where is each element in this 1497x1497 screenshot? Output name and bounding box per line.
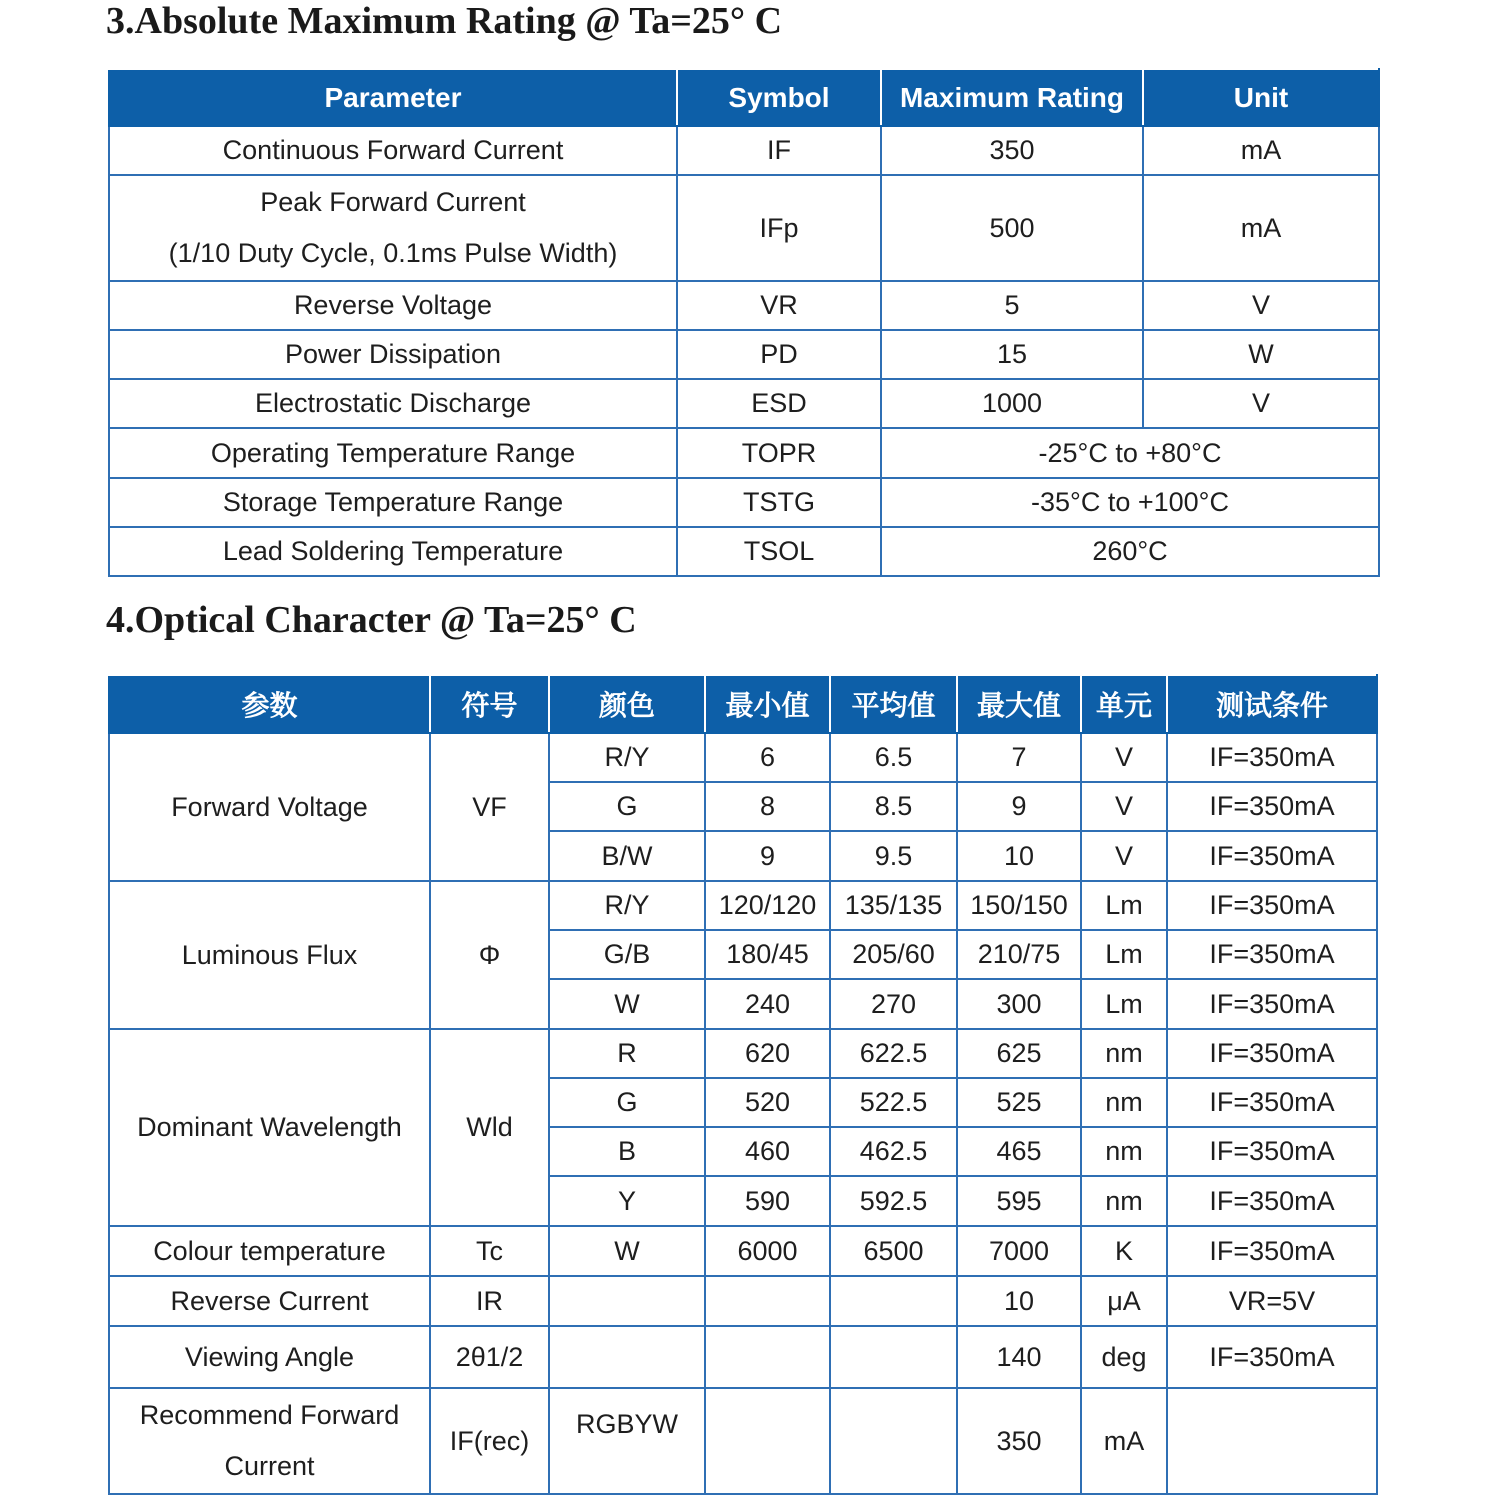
cell-min: 6000 [705,1226,830,1276]
cell-min: 9 [705,831,830,881]
cell-avg: 6.5 [830,733,957,782]
table-row [109,1029,1377,1078]
table-row [109,281,1379,330]
cell-condition: IF=350mA [1167,1326,1377,1388]
cell-rating: -25°C to +80°C [881,428,1379,478]
cell-max: 350 [957,1388,1081,1494]
cell-parameter: Dominant Wavelength [109,1029,430,1226]
cell-max: 210/75 [957,930,1081,979]
table-row [109,126,1379,175]
cell-max: 9 [957,782,1081,831]
parameter-line: (1/10 Duty Cycle, 0.1ms Pulse Width) [168,238,618,268]
cell-parameter [109,175,677,281]
cell-avg [830,1326,957,1388]
cell-color: G/B [549,930,705,979]
table-row [109,330,1379,379]
cell-condition: IF=350mA [1167,979,1377,1029]
cell-rating: -35°C to +100°C [881,478,1379,527]
cell-max: 595 [957,1176,1081,1226]
cell-min: 8 [705,782,830,831]
cell-condition: IF=350mA [1167,831,1377,881]
cell-symbol: IF [677,126,881,175]
cell-max: 140 [957,1326,1081,1388]
cell-unit: Lm [1081,930,1167,979]
cell-color: R [549,1029,705,1078]
cell-condition: IF=350mA [1167,1226,1377,1276]
cell-unit: mA [1081,1388,1167,1494]
cell-parameter: Forward Voltage [109,733,430,881]
cell-parameter: Viewing Angle [109,1326,430,1388]
cell-symbol: IR [430,1276,549,1326]
cell-min [705,1276,830,1326]
table-row [109,1326,1377,1388]
cell-avg: 592.5 [830,1176,957,1226]
table-row [109,478,1379,527]
cell-parameter: Continuous Forward Current [109,126,677,175]
cell-parameter: Storage Temperature Range [109,478,677,527]
cell-min: 240 [705,979,830,1029]
cell-unit: nm [1081,1029,1167,1078]
cell-avg: 8.5 [830,782,957,831]
section-title-absolute-max: 3.Absolute Maximum Rating @ Ta=25° C [106,0,783,42]
cell-symbol: TOPR [677,428,881,478]
cell-avg: 9.5 [830,831,957,881]
cell-symbol: IF(rec) [430,1388,549,1494]
table-row [109,733,1377,782]
cell-avg: 622.5 [830,1029,957,1078]
cell-unit: nm [1081,1127,1167,1176]
cell-min: 120/120 [705,881,830,930]
cell-symbol: 2θ1/2 [430,1326,549,1388]
cell-symbol: Wld [430,1029,549,1226]
cell-symbol: ESD [677,379,881,428]
cell-unit: V [1143,281,1379,330]
cell-avg [830,1276,957,1326]
cell-symbol: IFp [677,175,881,281]
table-row [109,428,1379,478]
cell-parameter: Colour temperature [109,1226,430,1276]
cell-symbol: Tc [430,1226,549,1276]
cell-color: R/Y [549,881,705,930]
cell-avg: 205/60 [830,930,957,979]
cell-symbol: TSOL [677,527,881,576]
header-unit: Unit [1143,69,1379,126]
cell-color: B/W [549,831,705,881]
cell-min: 460 [705,1127,830,1176]
cell-avg: 135/135 [830,881,957,930]
header-avg: 平均值 [830,675,957,733]
cell-unit: nm [1081,1176,1167,1226]
cell-unit: W [1143,330,1379,379]
cell-min [705,1326,830,1388]
header-max: 最大值 [957,675,1081,733]
header-unit: 单元 [1081,675,1167,733]
cell-min: 620 [705,1029,830,1078]
section-title-optical: 4.Optical Character @ Ta=25° C [106,599,637,641]
cell-rating: 1000 [881,379,1143,428]
header-symbol: Symbol [677,69,881,126]
cell-unit: Lm [1081,979,1167,1029]
cell-min: 520 [705,1078,830,1127]
cell-condition: IF=350mA [1167,733,1377,782]
cell-unit: V [1081,782,1167,831]
cell-avg: 522.5 [830,1078,957,1127]
cell-rating: 15 [881,330,1143,379]
cell-unit: μA [1081,1276,1167,1326]
cell-condition: IF=350mA [1167,1176,1377,1226]
cell-avg: 462.5 [830,1127,957,1176]
cell-color [549,1276,705,1326]
cell-symbol: PD [677,330,881,379]
cell-parameter: Power Dissipation [109,330,677,379]
cell-max: 465 [957,1127,1081,1176]
cell-max: 525 [957,1078,1081,1127]
cell-rating: 260°C [881,527,1379,576]
cell-unit: mA [1143,126,1379,175]
cell-parameter: Reverse Voltage [109,281,677,330]
cell-avg [830,1388,957,1494]
cell-rating: 500 [881,175,1143,281]
cell-min: 6 [705,733,830,782]
cell-symbol: TSTG [677,478,881,527]
table-row [109,1388,1377,1494]
cell-avg: 6500 [830,1226,957,1276]
table-header-row [109,69,1379,126]
cell-parameter: Electrostatic Discharge [109,379,677,428]
header-symbol: 符号 [430,675,549,733]
cell-max: 10 [957,1276,1081,1326]
header-parameter: Parameter [109,69,677,126]
cell-avg: 270 [830,979,957,1029]
cell-min: 180/45 [705,930,830,979]
cell-parameter [109,1388,430,1494]
table-header-row [109,675,1377,733]
table-row [109,175,1379,281]
cell-color: W [549,979,705,1029]
cell-color: R/Y [549,733,705,782]
cell-unit: V [1143,379,1379,428]
cell-color: W [549,1226,705,1276]
parameter-line: Current [224,1451,315,1481]
parameter-line: Recommend Forward [139,1399,400,1430]
table-row [109,1226,1377,1276]
header-maximum-rating: Maximum Rating [881,69,1143,126]
cell-parameter: Lead Soldering Temperature [109,527,677,576]
cell-condition: IF=350mA [1167,930,1377,979]
cell-color: G [549,1078,705,1127]
cell-color: B [549,1127,705,1176]
cell-parameter: Luminous Flux [109,881,430,1029]
optical-character-table [108,674,1378,1495]
cell-unit: K [1081,1226,1167,1276]
table-row [109,881,1377,930]
cell-condition: IF=350mA [1167,1127,1377,1176]
parameter-line: Peak Forward Current [260,186,526,217]
cell-max: 300 [957,979,1081,1029]
cell-condition: IF=350mA [1167,782,1377,831]
cell-unit: mA [1143,175,1379,281]
cell-min: 590 [705,1176,830,1226]
cell-rating: 350 [881,126,1143,175]
cell-symbol: VR [677,281,881,330]
cell-unit: deg [1081,1326,1167,1388]
cell-condition [1167,1388,1377,1494]
cell-condition: VR=5V [1167,1276,1377,1326]
cell-symbol: Φ [430,881,549,1029]
table-row [109,379,1379,428]
cell-parameter: Operating Temperature Range [109,428,677,478]
cell-condition: IF=350mA [1167,1078,1377,1127]
cell-max: 10 [957,831,1081,881]
header-color: 颜色 [549,675,705,733]
table-row [109,1276,1377,1326]
cell-unit: Lm [1081,881,1167,930]
cell-unit: V [1081,831,1167,881]
cell-symbol: VF [430,733,549,881]
cell-max: 7 [957,733,1081,782]
cell-color [549,1326,705,1388]
cell-max: 625 [957,1029,1081,1078]
cell-color: RGBYW [549,1388,705,1494]
header-test-condition: 测试条件 [1167,675,1377,733]
absolute-max-rating-table [108,68,1380,577]
cell-color: Y [549,1176,705,1226]
cell-condition: IF=350mA [1167,881,1377,930]
cell-color: G [549,782,705,831]
cell-unit: nm [1081,1078,1167,1127]
cell-parameter: Reverse Current [109,1276,430,1326]
cell-condition: IF=350mA [1167,1029,1377,1078]
cell-rating: 5 [881,281,1143,330]
header-parameter: 参数 [109,675,430,733]
cell-max: 150/150 [957,881,1081,930]
table-row [109,527,1379,576]
cell-max: 7000 [957,1226,1081,1276]
header-min: 最小值 [705,675,830,733]
cell-unit: V [1081,733,1167,782]
cell-min [705,1388,830,1494]
